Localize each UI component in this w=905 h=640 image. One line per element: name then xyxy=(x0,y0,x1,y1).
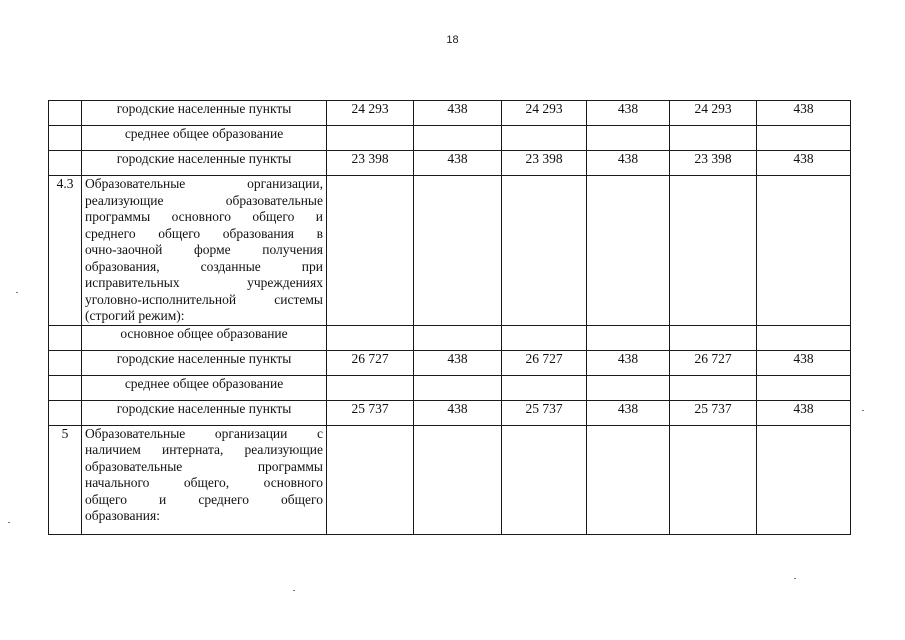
tariff-table-body xyxy=(49,101,851,535)
table-row xyxy=(49,126,851,151)
value-cell xyxy=(587,325,670,350)
table-row xyxy=(49,151,851,176)
value-cell xyxy=(502,126,587,151)
value-cell xyxy=(502,176,587,326)
value-cell: 438 xyxy=(414,101,502,126)
value-cell: 438 xyxy=(587,400,670,425)
table-row-section xyxy=(49,176,851,326)
row-name-line: Образовательные организации, xyxy=(85,176,323,191)
row-name: городские населенные пункты xyxy=(82,151,327,176)
row-number xyxy=(49,400,82,425)
value-cell xyxy=(414,176,502,326)
value-cell: 438 xyxy=(757,400,851,425)
row-name-line: программы основного общего и xyxy=(85,209,323,224)
value-cell xyxy=(670,126,757,151)
value-cell: 23 398 xyxy=(670,151,757,176)
value-cell xyxy=(757,425,851,534)
value-cell: 25 737 xyxy=(502,400,587,425)
value-cell: 26 727 xyxy=(327,350,414,375)
row-name: среднее общее образование xyxy=(82,126,327,151)
scan-speck xyxy=(8,522,10,523)
row-name: городские населенные пункты xyxy=(82,350,327,375)
value-cell: 438 xyxy=(757,151,851,176)
value-cell xyxy=(414,425,502,534)
scan-speck xyxy=(293,590,295,591)
value-cell xyxy=(587,176,670,326)
table-row xyxy=(49,375,851,400)
value-cell xyxy=(757,176,851,326)
value-cell: 26 727 xyxy=(502,350,587,375)
value-cell xyxy=(502,325,587,350)
value-cell xyxy=(502,425,587,534)
value-cell: 23 398 xyxy=(327,151,414,176)
value-cell: 438 xyxy=(587,101,670,126)
row-number xyxy=(49,375,82,400)
value-cell xyxy=(670,176,757,326)
row-number xyxy=(49,350,82,375)
value-cell xyxy=(414,375,502,400)
value-cell: 24 293 xyxy=(670,101,757,126)
row-name-line: реализующие образовательные xyxy=(85,192,323,208)
value-cell: 24 293 xyxy=(502,101,587,126)
value-cell: 24 293 xyxy=(327,101,414,126)
row-number xyxy=(49,325,82,350)
row-name xyxy=(82,425,327,534)
value-cell xyxy=(670,325,757,350)
scan-speck xyxy=(862,410,864,411)
value-cell xyxy=(587,375,670,400)
value-cell: 438 xyxy=(414,350,502,375)
value-cell xyxy=(502,375,587,400)
row-name: среднее общее образование xyxy=(82,375,327,400)
value-cell xyxy=(670,375,757,400)
row-name-line: очно-заочной форме получения xyxy=(85,242,323,257)
scan-speck xyxy=(794,578,796,579)
row-number xyxy=(49,126,82,151)
value-cell xyxy=(327,425,414,534)
row-name-line: среднего общего образования в xyxy=(85,225,323,241)
table-row xyxy=(49,350,851,375)
row-number xyxy=(49,101,82,126)
row-name: городские населенные пункты xyxy=(82,101,327,126)
row-name xyxy=(82,176,327,326)
table-row-section xyxy=(49,425,851,534)
row-name-line: общего и среднего общего xyxy=(85,491,323,507)
tariff-table xyxy=(48,100,851,535)
scan-speck xyxy=(16,292,18,293)
row-name: городские населенные пункты xyxy=(82,400,327,425)
row-name-line: уголовно-исполнительной системы xyxy=(85,291,323,307)
value-cell xyxy=(327,375,414,400)
value-cell xyxy=(587,126,670,151)
row-number: 4.3 xyxy=(49,176,82,326)
value-cell: 25 737 xyxy=(670,400,757,425)
row-name-line: образования: xyxy=(85,508,160,523)
value-cell xyxy=(327,126,414,151)
value-cell xyxy=(757,375,851,400)
value-cell: 438 xyxy=(414,400,502,425)
value-cell xyxy=(327,325,414,350)
table-row xyxy=(49,101,851,126)
value-cell xyxy=(757,126,851,151)
value-cell xyxy=(587,425,670,534)
value-cell: 26 727 xyxy=(670,350,757,375)
value-cell: 438 xyxy=(414,151,502,176)
value-cell xyxy=(327,176,414,326)
row-name: основное общее образование xyxy=(82,325,327,350)
row-number xyxy=(49,151,82,176)
page-number: 18 xyxy=(446,34,459,46)
row-name-line: (строгий режим): xyxy=(85,308,185,323)
row-name-line: Образовательные организации с xyxy=(85,425,323,441)
row-name-line: образования, созданные при xyxy=(85,258,323,274)
row-number: 5 xyxy=(49,425,82,534)
row-name-line: образовательные программы xyxy=(85,458,323,474)
row-name-line: исправительных учреждениях xyxy=(85,275,323,290)
value-cell xyxy=(757,325,851,350)
value-cell xyxy=(414,325,502,350)
value-cell: 438 xyxy=(757,350,851,375)
value-cell xyxy=(670,425,757,534)
value-cell xyxy=(414,126,502,151)
value-cell: 438 xyxy=(587,151,670,176)
value-cell: 438 xyxy=(757,101,851,126)
row-name-line: начального общего, основного xyxy=(85,475,323,490)
table-row xyxy=(49,400,851,425)
value-cell: 23 398 xyxy=(502,151,587,176)
row-name-line: наличием интерната, реализующие xyxy=(85,442,323,457)
value-cell: 25 737 xyxy=(327,400,414,425)
table-row xyxy=(49,325,851,350)
value-cell: 438 xyxy=(587,350,670,375)
